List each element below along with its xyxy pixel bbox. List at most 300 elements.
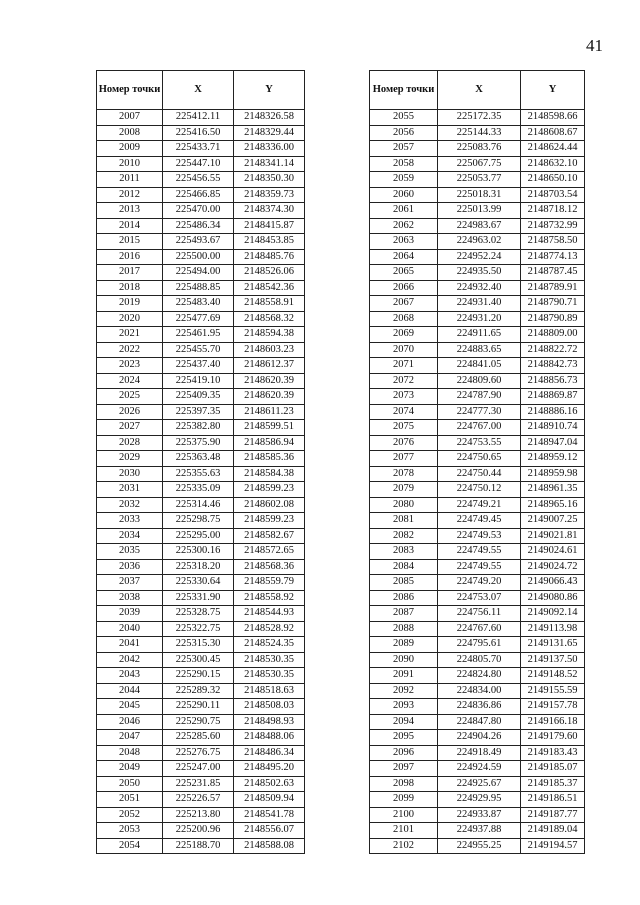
table-row [97,342,305,358]
table-row [370,730,585,746]
point-number-cell: 2036 [97,559,163,575]
x-coordinate-cell: 225231.85 [163,776,234,792]
point-number-cell: 2056 [370,125,438,141]
y-coordinate-cell: 2148620.39 [234,389,305,405]
y-coordinate-cell: 2148869.87 [521,389,585,405]
y-coordinate-cell: 2148526.06 [234,265,305,281]
x-coordinate-cell: 225455.70 [163,342,234,358]
y-coordinate-cell: 2149166.18 [521,714,585,730]
x-coordinate-cell: 225382.80 [163,420,234,436]
x-coordinate-cell: 224753.55 [438,435,521,451]
y-coordinate-cell: 2148488.06 [234,730,305,746]
table-header-row [370,71,585,110]
x-coordinate-cell: 225466.85 [163,187,234,203]
x-coordinate-cell: 225083.76 [438,141,521,157]
point-number-cell: 2021 [97,327,163,343]
table-row [370,125,585,141]
y-coordinate-cell: 2148959.98 [521,466,585,482]
point-number-cell: 2027 [97,420,163,436]
table-row [370,823,585,839]
y-coordinate-cell: 2149185.07 [521,761,585,777]
x-coordinate-cell: 224767.60 [438,621,521,637]
x-coordinate-cell: 225328.75 [163,606,234,622]
y-coordinate-cell: 2148558.91 [234,296,305,312]
point-number-cell: 2033 [97,513,163,529]
x-coordinate-cell: 225470.00 [163,203,234,219]
y-coordinate-cell: 2148559.79 [234,575,305,591]
y-coordinate-cell: 2148350.30 [234,172,305,188]
table-row [370,482,585,498]
table-row [97,575,305,591]
point-number-cell: 2065 [370,265,438,281]
y-coordinate-cell: 2149024.72 [521,559,585,575]
y-coordinate-cell: 2148585.36 [234,451,305,467]
x-coordinate-cell: 225315.30 [163,637,234,653]
header-point-number: Номер точки [97,71,163,110]
x-coordinate-cell: 225290.15 [163,668,234,684]
point-number-cell: 2057 [370,141,438,157]
x-coordinate-cell: 224925.67 [438,776,521,792]
table-row [370,404,585,420]
x-coordinate-cell: 224847.80 [438,714,521,730]
table-row [370,141,585,157]
y-coordinate-cell: 2148624.44 [521,141,585,157]
point-number-cell: 2031 [97,482,163,498]
y-coordinate-cell: 2148774.13 [521,249,585,265]
point-number-cell: 2083 [370,544,438,560]
point-number-cell: 2088 [370,621,438,637]
x-coordinate-cell: 224904.26 [438,730,521,746]
y-coordinate-cell: 2148608.67 [521,125,585,141]
point-number-cell: 2092 [370,683,438,699]
table-row [97,187,305,203]
table-row [97,606,305,622]
x-coordinate-cell: 225276.75 [163,745,234,761]
table-row [97,234,305,250]
point-number-cell: 2008 [97,125,163,141]
table-row [370,451,585,467]
table-row [97,807,305,823]
table-row [370,327,585,343]
point-number-cell: 2090 [370,652,438,668]
y-coordinate-cell: 2149183.43 [521,745,585,761]
table-row [97,590,305,606]
x-coordinate-cell: 224753.07 [438,590,521,606]
x-coordinate-cell: 225300.16 [163,544,234,560]
table-row [97,373,305,389]
y-coordinate-cell: 2148486.34 [234,745,305,761]
x-coordinate-cell: 224932.40 [438,280,521,296]
point-number-cell: 2098 [370,776,438,792]
x-coordinate-cell: 224937.88 [438,823,521,839]
point-number-cell: 2007 [97,110,163,126]
table-row [97,141,305,157]
x-coordinate-cell: 224924.59 [438,761,521,777]
y-coordinate-cell: 2148530.35 [234,668,305,684]
x-coordinate-cell: 224836.86 [438,699,521,715]
x-coordinate-cell: 224824.80 [438,668,521,684]
table-row [370,590,585,606]
y-coordinate-cell: 2148558.92 [234,590,305,606]
x-coordinate-cell: 225375.90 [163,435,234,451]
point-number-cell: 2019 [97,296,163,312]
point-number-cell: 2013 [97,203,163,219]
table-row [97,451,305,467]
table-row [370,420,585,436]
point-number-cell: 2047 [97,730,163,746]
x-coordinate-cell: 225213.80 [163,807,234,823]
point-number-cell: 2011 [97,172,163,188]
point-number-cell: 2040 [97,621,163,637]
y-coordinate-cell: 2149179.60 [521,730,585,746]
point-number-cell: 2072 [370,373,438,389]
x-coordinate-cell: 224955.25 [438,838,521,854]
table-row [97,497,305,513]
point-number-cell: 2043 [97,668,163,684]
table-row [370,792,585,808]
x-coordinate-cell: 225314.46 [163,497,234,513]
table-row [370,652,585,668]
y-coordinate-cell: 2148809.00 [521,327,585,343]
table-row [97,265,305,281]
y-coordinate-cell: 2148568.32 [234,311,305,327]
y-coordinate-cell: 2148886.16 [521,404,585,420]
point-number-cell: 2059 [370,172,438,188]
x-coordinate-cell: 225013.99 [438,203,521,219]
y-coordinate-cell: 2148359.73 [234,187,305,203]
x-coordinate-cell: 225200.96 [163,823,234,839]
point-number-cell: 2032 [97,497,163,513]
table-row [97,637,305,653]
y-coordinate-cell: 2148612.37 [234,358,305,374]
x-coordinate-cell: 224749.55 [438,559,521,575]
table-row [97,466,305,482]
point-number-cell: 2070 [370,342,438,358]
point-number-cell: 2038 [97,590,163,606]
point-number-cell: 2052 [97,807,163,823]
point-number-cell: 2051 [97,792,163,808]
x-coordinate-cell: 225412.11 [163,110,234,126]
table-row [370,280,585,296]
x-coordinate-cell: 224805.70 [438,652,521,668]
table-row [370,807,585,823]
table-row [97,296,305,312]
table-row [97,838,305,854]
x-coordinate-cell: 225335.09 [163,482,234,498]
x-coordinate-cell: 225172.35 [438,110,521,126]
table-row [370,683,585,699]
table-row [97,311,305,327]
point-number-cell: 2080 [370,497,438,513]
y-coordinate-cell: 2148544.93 [234,606,305,622]
table-row [370,838,585,854]
table-row [370,156,585,172]
table-row [97,776,305,792]
point-number-cell: 2060 [370,187,438,203]
point-number-cell: 2085 [370,575,438,591]
header-y: Y [521,71,585,110]
point-number-cell: 2062 [370,218,438,234]
table-row [370,373,585,389]
point-number-cell: 2015 [97,234,163,250]
y-coordinate-cell: 2148594.38 [234,327,305,343]
y-coordinate-cell: 2148568.36 [234,559,305,575]
point-number-cell: 2064 [370,249,438,265]
table-row [370,265,585,281]
x-coordinate-cell: 224750.65 [438,451,521,467]
y-coordinate-cell: 2148842.73 [521,358,585,374]
table-row [370,466,585,482]
point-number-cell: 2087 [370,606,438,622]
table-row [370,528,585,544]
point-number-cell: 2067 [370,296,438,312]
x-coordinate-cell: 225300.45 [163,652,234,668]
table-row [97,389,305,405]
point-number-cell: 2048 [97,745,163,761]
x-coordinate-cell: 224841.05 [438,358,521,374]
table-row [97,420,305,436]
y-coordinate-cell: 2148910.74 [521,420,585,436]
y-coordinate-cell: 2148965.16 [521,497,585,513]
x-coordinate-cell: 224883.65 [438,342,521,358]
x-coordinate-cell: 225322.75 [163,621,234,637]
x-coordinate-cell: 225226.57 [163,792,234,808]
x-coordinate-cell: 225330.64 [163,575,234,591]
y-coordinate-cell: 2149007.25 [521,513,585,529]
x-coordinate-cell: 225419.10 [163,373,234,389]
x-coordinate-cell: 224749.55 [438,544,521,560]
y-coordinate-cell: 2148518.63 [234,683,305,699]
point-number-cell: 2055 [370,110,438,126]
x-coordinate-cell: 225493.67 [163,234,234,250]
y-coordinate-cell: 2149113.98 [521,621,585,637]
x-coordinate-cell: 225298.75 [163,513,234,529]
x-coordinate-cell: 224918.49 [438,745,521,761]
x-coordinate-cell: 224931.20 [438,311,521,327]
point-number-cell: 2034 [97,528,163,544]
x-coordinate-cell: 225067.75 [438,156,521,172]
x-coordinate-cell: 224983.67 [438,218,521,234]
y-coordinate-cell: 2148524.35 [234,637,305,653]
x-coordinate-cell: 224756.11 [438,606,521,622]
y-coordinate-cell: 2148336.00 [234,141,305,157]
x-coordinate-cell: 225018.31 [438,187,521,203]
table-row [97,668,305,684]
table-row [97,404,305,420]
table-row [97,792,305,808]
x-coordinate-cell: 225456.55 [163,172,234,188]
table-row [97,652,305,668]
y-coordinate-cell: 2148528.92 [234,621,305,637]
x-coordinate-cell: 225486.34 [163,218,234,234]
x-coordinate-cell: 224750.12 [438,482,521,498]
x-coordinate-cell: 224931.40 [438,296,521,312]
table-row [97,280,305,296]
point-number-cell: 2071 [370,358,438,374]
y-coordinate-cell: 2148498.93 [234,714,305,730]
y-coordinate-cell: 2149187.77 [521,807,585,823]
point-number-cell: 2063 [370,234,438,250]
x-coordinate-cell: 225363.48 [163,451,234,467]
y-coordinate-cell: 2148718.12 [521,203,585,219]
y-coordinate-cell: 2148602.08 [234,497,305,513]
point-number-cell: 2101 [370,823,438,839]
x-coordinate-cell: 224911.65 [438,327,521,343]
point-number-cell: 2061 [370,203,438,219]
table-row [97,544,305,560]
point-number-cell: 2041 [97,637,163,653]
y-coordinate-cell: 2148598.66 [521,110,585,126]
y-coordinate-cell: 2149131.65 [521,637,585,653]
y-coordinate-cell: 2148961.35 [521,482,585,498]
x-coordinate-cell: 225188.70 [163,838,234,854]
y-coordinate-cell: 2149186.51 [521,792,585,808]
x-coordinate-cell: 224795.61 [438,637,521,653]
table-row [370,497,585,513]
point-number-cell: 2039 [97,606,163,622]
table-row [97,513,305,529]
table-header-row [97,71,305,110]
table-row [370,311,585,327]
header-x: X [438,71,521,110]
point-number-cell: 2035 [97,544,163,560]
y-coordinate-cell: 2148556.07 [234,823,305,839]
y-coordinate-cell: 2148856.73 [521,373,585,389]
table-row [97,156,305,172]
table-row [370,296,585,312]
y-coordinate-cell: 2148650.10 [521,172,585,188]
x-coordinate-cell: 225355.63 [163,466,234,482]
point-number-cell: 2095 [370,730,438,746]
table-row [370,187,585,203]
table-row [370,621,585,637]
table-row [370,172,585,188]
y-coordinate-cell: 2149189.04 [521,823,585,839]
point-number-cell: 2086 [370,590,438,606]
point-number-cell: 2028 [97,435,163,451]
table-row [370,559,585,575]
y-coordinate-cell: 2148509.94 [234,792,305,808]
point-number-cell: 2044 [97,683,163,699]
y-coordinate-cell: 2148603.23 [234,342,305,358]
y-coordinate-cell: 2149148.52 [521,668,585,684]
x-coordinate-cell: 225295.00 [163,528,234,544]
y-coordinate-cell: 2148326.58 [234,110,305,126]
point-number-cell: 2053 [97,823,163,839]
table-row [370,544,585,560]
table-row [370,218,585,234]
table-row [97,761,305,777]
point-number-cell: 2093 [370,699,438,715]
table-row [97,714,305,730]
point-number-cell: 2078 [370,466,438,482]
table-row [97,482,305,498]
y-coordinate-cell: 2148542.36 [234,280,305,296]
coordinates-table-left [96,70,305,854]
x-coordinate-cell: 224749.53 [438,528,521,544]
point-number-cell: 2024 [97,373,163,389]
y-coordinate-cell: 2148572.65 [234,544,305,560]
y-coordinate-cell: 2148508.03 [234,699,305,715]
y-coordinate-cell: 2148530.35 [234,652,305,668]
x-coordinate-cell: 225285.60 [163,730,234,746]
point-number-cell: 2054 [97,838,163,854]
point-number-cell: 2058 [370,156,438,172]
table-row [97,435,305,451]
y-coordinate-cell: 2149092.14 [521,606,585,622]
coordinates-table-right [369,70,585,854]
point-number-cell: 2022 [97,342,163,358]
y-coordinate-cell: 2149155.59 [521,683,585,699]
x-coordinate-cell: 225483.40 [163,296,234,312]
point-number-cell: 2091 [370,668,438,684]
y-coordinate-cell: 2149157.78 [521,699,585,715]
y-coordinate-cell: 2149137.50 [521,652,585,668]
point-number-cell: 2096 [370,745,438,761]
y-coordinate-cell: 2148415.87 [234,218,305,234]
x-coordinate-cell: 225433.71 [163,141,234,157]
table-row [370,234,585,250]
table-row [370,358,585,374]
x-coordinate-cell: 225416.50 [163,125,234,141]
x-coordinate-cell: 224749.20 [438,575,521,591]
y-coordinate-cell: 2148341.14 [234,156,305,172]
point-number-cell: 2073 [370,389,438,405]
y-coordinate-cell: 2148588.08 [234,838,305,854]
point-number-cell: 2069 [370,327,438,343]
point-number-cell: 2068 [370,311,438,327]
y-coordinate-cell: 2149194.57 [521,838,585,854]
y-coordinate-cell: 2149066.43 [521,575,585,591]
point-number-cell: 2025 [97,389,163,405]
point-number-cell: 2037 [97,575,163,591]
page-number: 41 [586,36,603,55]
table-row [370,435,585,451]
x-coordinate-cell: 225247.00 [163,761,234,777]
y-coordinate-cell: 2149021.81 [521,528,585,544]
x-coordinate-cell: 224963.02 [438,234,521,250]
point-number-cell: 2045 [97,699,163,715]
y-coordinate-cell: 2148582.67 [234,528,305,544]
point-number-cell: 2017 [97,265,163,281]
header-x: X [163,71,234,110]
point-number-cell: 2050 [97,776,163,792]
y-coordinate-cell: 2148584.38 [234,466,305,482]
y-coordinate-cell: 2148374.30 [234,203,305,219]
x-coordinate-cell: 224929.95 [438,792,521,808]
point-number-cell: 2020 [97,311,163,327]
point-number-cell: 2012 [97,187,163,203]
point-number-cell: 2029 [97,451,163,467]
table-row [370,575,585,591]
y-coordinate-cell: 2148599.23 [234,482,305,498]
y-coordinate-cell: 2148541.78 [234,807,305,823]
point-number-cell: 2102 [370,838,438,854]
y-coordinate-cell: 2148611.23 [234,404,305,420]
header-y: Y [234,71,305,110]
x-coordinate-cell: 224777.30 [438,404,521,420]
y-coordinate-cell: 2148586.94 [234,435,305,451]
table-row [97,218,305,234]
x-coordinate-cell: 224834.00 [438,683,521,699]
table-row [370,606,585,622]
y-coordinate-cell: 2148599.51 [234,420,305,436]
point-number-cell: 2014 [97,218,163,234]
table-row [97,745,305,761]
point-number-cell: 2042 [97,652,163,668]
y-coordinate-cell: 2148947.04 [521,435,585,451]
point-number-cell: 2081 [370,513,438,529]
